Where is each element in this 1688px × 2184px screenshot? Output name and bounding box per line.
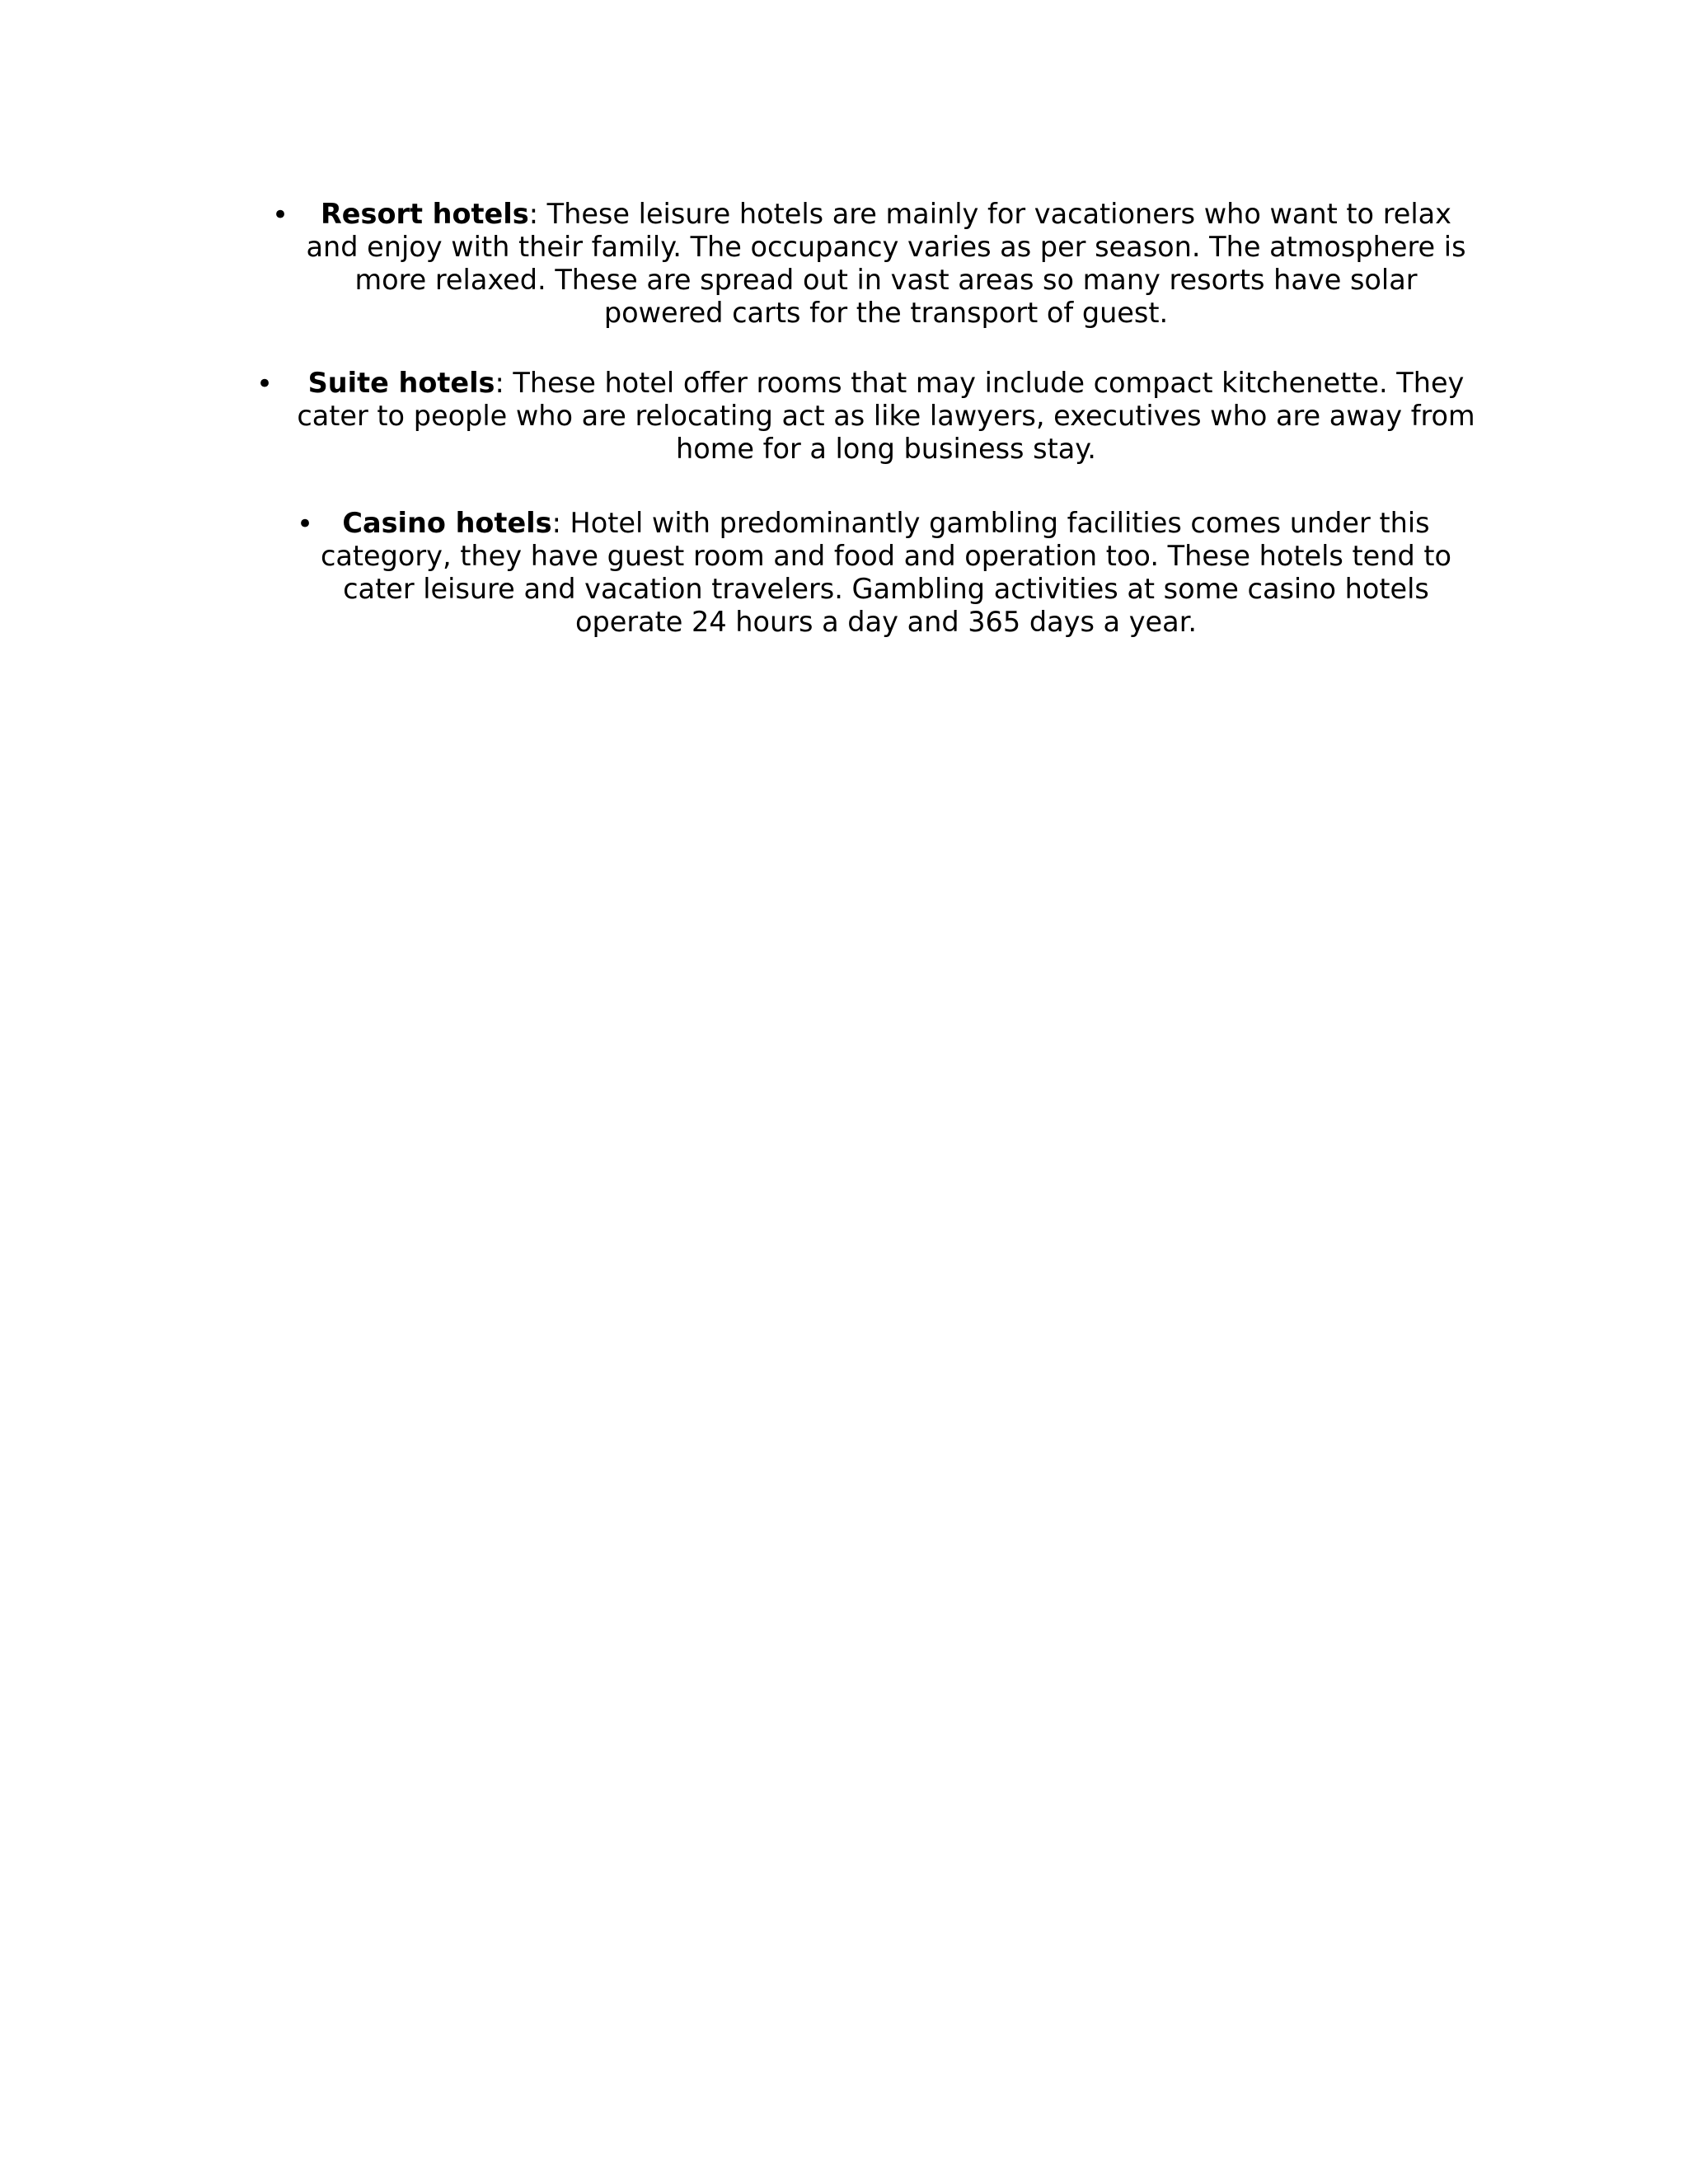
list-item-casino-hotels xyxy=(313,507,1459,639)
term-casino-hotels: Casino hotels xyxy=(342,507,552,539)
bullet-resort: • xyxy=(272,199,289,232)
list-item-suite-hotels xyxy=(288,367,1484,466)
description-suite-hotels: : These hotel offer rooms that may include compact kitchenette. They cater to people who are relocating act as like lawyers, executives who are away from home for a long business stay. xyxy=(297,367,1475,465)
bullet-casino: • xyxy=(297,508,314,541)
bullet-suite: • xyxy=(256,368,274,401)
term-resort-hotels: Resort hotels xyxy=(320,198,529,230)
description-resort-hotels: : These leisure hotels are mainly for vacationers who want to relax and enjoy with their family. The occupancy varies as per season. The atmosphere is more relaxed. These are spread out in vast areas so many resorts have solar powered carts for the transport of guest. xyxy=(306,198,1466,329)
term-suite-hotels: Suite hotels xyxy=(307,367,495,399)
list-item-resort-hotels xyxy=(301,198,1471,330)
description-casino-hotels: : Hotel with predominantly gambling facilities comes under this category, they have guest room and food and operation too. These hotels tend to cater leisure and vacation travelers. Gambling activities at some casino hotels operate 24 hours a day and 365 days a year. xyxy=(320,507,1452,638)
